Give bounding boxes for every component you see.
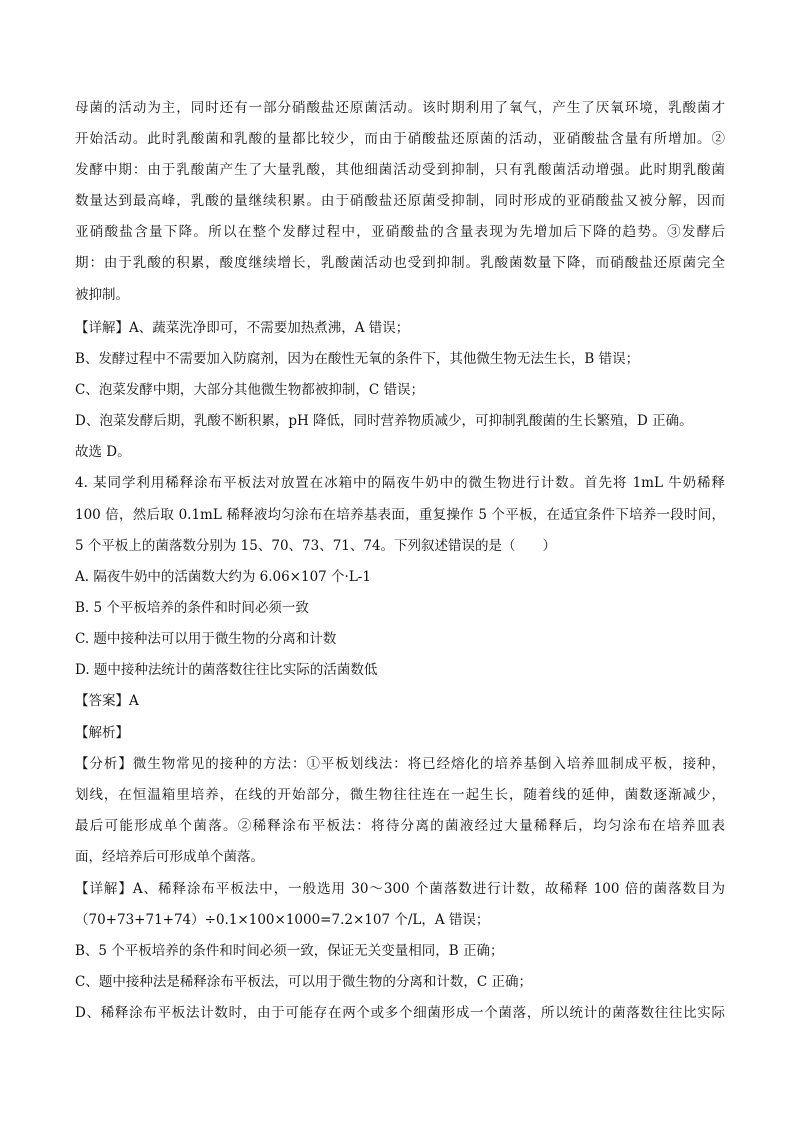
question-stem-line: 100 倍，然后取 0.1mL 稀释液均匀涂布在培养基表面，重复操作 5 个平板，在适宜条件下培养一段时间， <box>75 507 725 523</box>
question-stem-line: 4. 某同学利用稀释涂布平板法对放置在冰箱中的隔夜牛奶中的微生物进行计数。首先将 1mL 牛奶稀释 <box>75 475 725 491</box>
text-line: 亚硝酸盐含量下降。所以在整个发酵过程中，亚硝酸盐的含量表现为先增加后下降的趋势。③发酵后 <box>75 224 725 240</box>
detail-line: C、泡菜发酵中期，大部分其他微生物都被抑制，C 错误； <box>75 382 424 398</box>
detail-line: C、题中接种法是稀释涂布平板法，可以用于微生物的分离和计数，C 正确； <box>75 974 532 990</box>
detail-line: （70+73+71+74）÷0.1×100×1000=7.2×107 个/L，A 错误； <box>75 912 490 928</box>
detail-line: D、稀释涂布平板法计数时，由于可能存在两个或多个细菌形成一个菌落，所以统计的菌落数往往比实际 <box>75 1005 725 1021</box>
conclusion-line: 故选 D。 <box>75 444 131 460</box>
detail-line: B、5 个平板培养的条件和时间必须一致，保证无关变量相同，B 正确； <box>75 943 504 959</box>
option-a: A. 隔夜牛奶中的活菌数大约为 6.06×107 个·L-1 <box>75 569 371 585</box>
text-line: 开始活动。此时乳酸菌和乳酸的量都比较少，而由于硝酸盐还原菌的活动，亚硝酸盐含量有所增加。② <box>75 131 725 147</box>
answer-label: 【答案】A <box>75 693 139 709</box>
analysis-line: 面，经培养后可形成单个菌落。 <box>75 849 264 865</box>
text-line: 期：由于乳酸的积累，酸度继续增长，乳酸菌活动也受到抑制。乳酸菌数量下降，而硝酸盐还原菌完全 <box>75 255 725 271</box>
question-stem-line: 5 个平板上的菌落数分别为 15、70、73、71、74。下列叙述错误的是（ ） <box>75 538 557 554</box>
analysis-line: 【分析】微生物常见的接种的方法：①平板划线法：将已经熔化的培养基倒入培养皿制成平板，接种， <box>75 756 725 772</box>
analysis-line: 划线，在恒温箱里培养，在线的开始部分，微生物往往连在一起生长，随着线的延伸，菌数逐渐减少， <box>75 787 725 803</box>
detail-line: D、泡菜发酵后期，乳酸不断积累，pH 降低，同时营养物质减少，可抑制乳酸菌的生长繁殖，D 正确。 <box>75 413 693 429</box>
text-line: 发酵中期：由于乳酸菌产生了大量乳酸，其他细菌活动受到抑制，只有乳酸菌活动增强。此时期乳酸菌 <box>75 162 725 178</box>
text-line: 被抑制。 <box>75 287 129 303</box>
analysis-label: 【解析】 <box>75 725 129 741</box>
option-b: B. 5 个平板培养的条件和时间必须一致 <box>75 600 309 616</box>
text-line: 母菌的活动为主，同时还有一部分硝酸盐还原菌活动。该时期利用了氧气，产生了厌氧环境，乳酸菌才 <box>75 100 725 116</box>
detail-line: B、发酵过程中不需要加入防腐剂，因为在酸性无氧的条件下，其他微生物无法生长，B 错误； <box>75 351 640 367</box>
detail-line: 【详解】A、蔬菜洗净即可，不需要加热煮沸，A 错误； <box>75 320 410 336</box>
analysis-line: 最后可能形成单个菌落。②稀释涂布平板法：将待分离的菌液经过大量稀释后，均匀涂布在培养皿表 <box>75 818 725 834</box>
text-line: 数量达到最高峰，乳酸的量继续积累。由于硝酸盐还原菌受抑制，同时形成的亚硝酸盐又被分解，因而 <box>75 193 725 209</box>
detail-line: 【详解】A、稀释涂布平板法中，一般选用 30～300 个菌落数进行计数，故稀释 100 倍的菌落数目为 <box>75 881 725 897</box>
option-d: D. 题中接种法统计的菌落数往往比实际的活菌数低 <box>75 662 378 678</box>
option-c: C. 题中接种法可以用于微生物的分离和计数 <box>75 631 337 647</box>
